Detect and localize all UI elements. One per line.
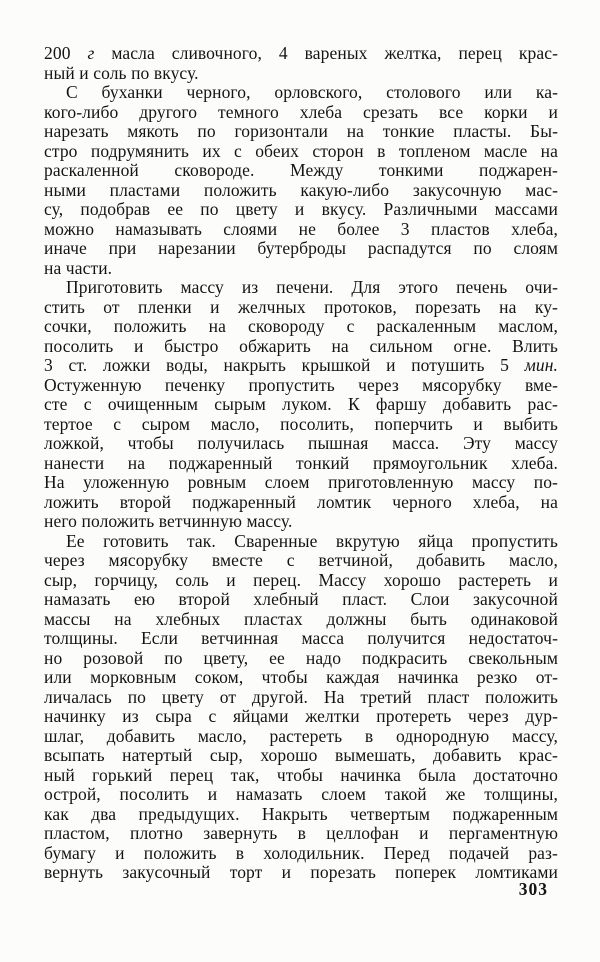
page-text [44, 44, 558, 883]
text-line: но розовой по цвету, ее надо подкрасить свекольным [44, 648, 558, 668]
text-line: сте с очищенным сырым луком. К фаршу добавить рас- [44, 395, 558, 414]
text-line: Ее готовить так. Сваренные вкрутую яйца пропустить [66, 531, 558, 551]
text-line: толщины. Если ветчинная масса получится недостаточ- [44, 629, 558, 648]
paragraph [44, 278, 558, 532]
text-line: пластом, плотно завернуть в целлофан и пергаментную [44, 824, 558, 843]
text-line: На уложенную ровным слоем приготовленную массу по- [44, 473, 558, 492]
text-line: острой, посолить и намазать слоем такой же толщины, [44, 785, 558, 804]
text-line: стро подрумянить их с обеих сторон в топленом масле на [44, 141, 558, 161]
text-line: можно намазывать слоями не более 3 пластов хлеба, [44, 219, 558, 239]
text-line: нарезать мякоть по горизонтали на тонкие пласты. Бы- [44, 122, 558, 141]
text-line: намазать ею второй хлебный пласт. Слои закусочной [44, 590, 558, 609]
text-line: сыр, горчицу, соль и перец. Массу хорошо растереть и [44, 570, 558, 590]
text-line: всыпать натертый сыр, хорошо вымешать, добавить крас- [44, 746, 558, 765]
text-line: ный горький перец так, чтобы начинка была достаточно [44, 765, 558, 785]
text-line: иначе при нарезании бутерброды распадутся по слоям [44, 239, 558, 258]
text-line: сочки, положить на сковороду с раскаленным маслом, [44, 317, 558, 336]
text-line: через мясорубку вместе с ветчиной, добавить масло, [44, 551, 558, 570]
text-line: ложить второй поджаренный ломтик черного хлеба, на [44, 492, 558, 512]
text-line: нанести на поджаренный тонкий прямоугольник хлеба. [44, 453, 558, 473]
text-line: посолить и быстро обжарить на сильном огне. Влить [44, 336, 558, 356]
text-line: су, подобрав ее по цвету и вкусу. Различными массами [44, 200, 558, 219]
text-line: на части. [44, 258, 113, 278]
text-line: вернуть закусочный торт и порезать поперек ломтиками [44, 863, 558, 882]
paragraph [44, 44, 558, 83]
text-line: 3 ст. ложки воды, накрыть крышкой и потушить 5 мин. [44, 356, 558, 375]
text-line: тертое с сыром масло, посолить, поперчить и выбить [44, 414, 558, 434]
text-line: начинку из сыра с яйцами желтки протереть через дур- [44, 707, 558, 726]
text-line: Остуженную печенку пропустить через мясорубку вме- [44, 375, 558, 395]
text-line: личалась по цвету от другой. На третий пласт положить [44, 687, 558, 707]
text-line: или морковным соком, чтобы каждая начинка резко от- [44, 668, 558, 687]
text-line: стить от пленки и желчных протоков, порезать на ку- [44, 297, 558, 317]
paragraph [44, 532, 558, 883]
text-line: раскаленной сковороде. Между тонкими поджарен- [44, 161, 558, 180]
text-line: него положить ветчинную массу. [44, 512, 293, 531]
text-line: Приготовить массу из печени. Для этого печень очи- [66, 278, 558, 297]
text-line: ными пластами положить какую-либо закусочную мас- [44, 180, 558, 200]
text-line: бумагу и положить в холодильник. Перед подачей раз- [44, 843, 558, 863]
text-line: ный и соль по вкусу. [44, 63, 199, 83]
page-number: 303 [518, 879, 548, 899]
text-line: С буханки черного, орловского, столового или ка- [66, 83, 558, 102]
text-line: 200 г масла сливочного, 4 вареных желтка, перец крас- [44, 44, 558, 63]
text-line: ложкой, чтобы получилась пышная масса. Эту массу [44, 434, 558, 453]
text-line: массы на хлебных пластах должны быть одинаковой [44, 609, 558, 629]
paragraph [44, 83, 558, 278]
text-line: шлаг, добавить масло, растереть в однородную массу, [44, 726, 558, 746]
text-line: как два предыдущих. Накрыть четвертым поджаренным [44, 804, 558, 824]
text-line: кого-либо другого темного хлеба срезать все корки и [44, 102, 558, 122]
